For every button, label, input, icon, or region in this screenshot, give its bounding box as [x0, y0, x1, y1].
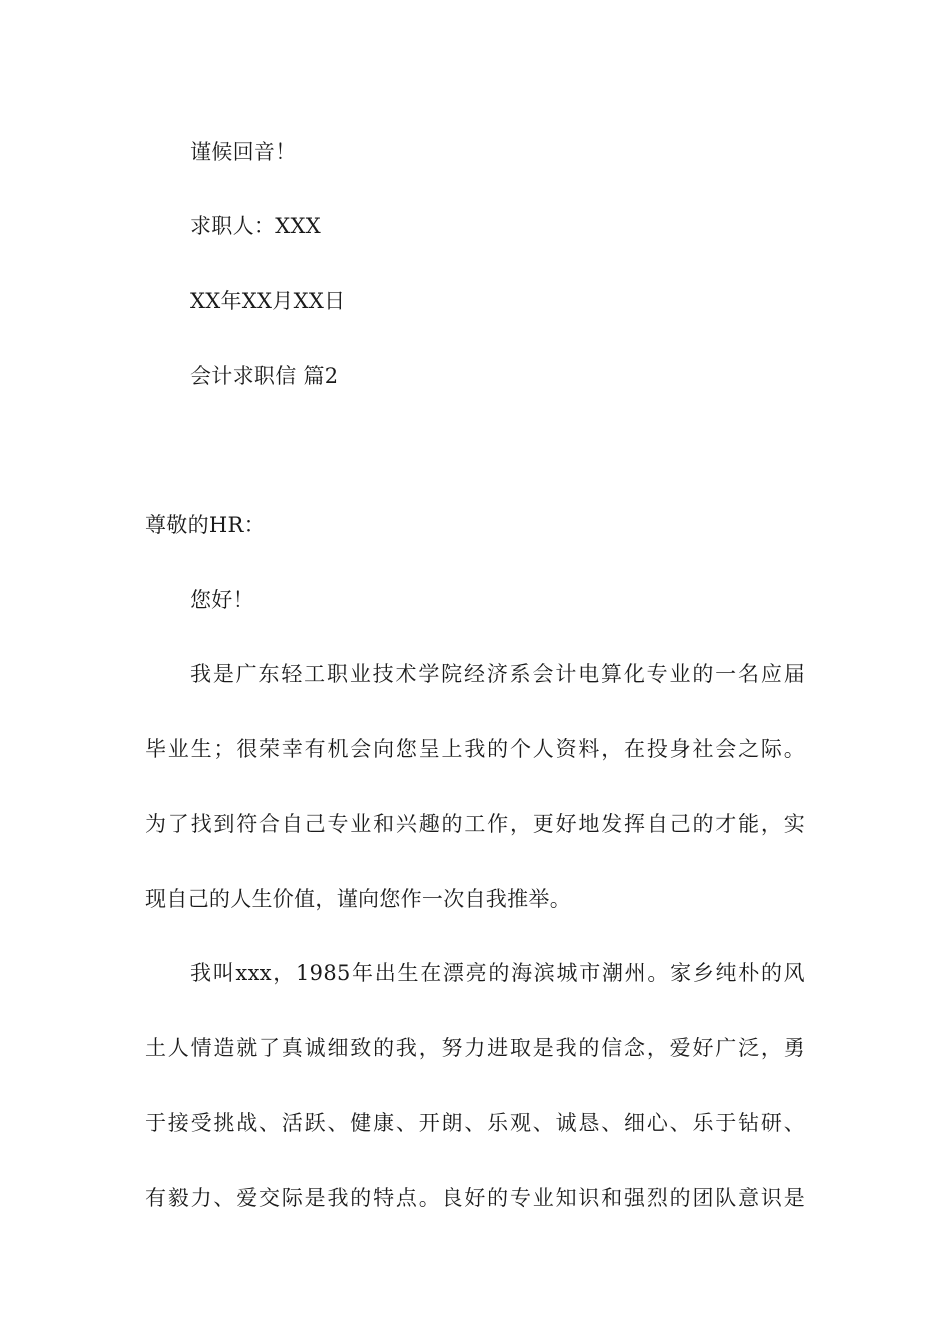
paragraph-2-line-1: 我叫xxx，1985年出生在漂亮的海滨城市潮州。家乡纯朴的风 — [190, 961, 805, 985]
paragraph-2-line-3: 于接受挑战、活跃、健康、开朗、乐观、诚恳、细心、乐于钻研、 — [145, 1111, 805, 1135]
paragraph-2-line-2: 土人情造就了真诚细致的我，努力进取是我的信念，爱好广泛，勇 — [145, 1036, 805, 1060]
salutation: 尊敬的HR： — [145, 513, 265, 537]
letter-closing: 谨候回音！ — [190, 140, 297, 164]
letter-date: XX年XX月XX日 — [190, 289, 346, 313]
paragraph-1-line-1: 我是广东轻工职业技术学院经济系会计电算化专业的一名应届 — [190, 662, 805, 686]
letter-signature: 求职人：XXX — [190, 214, 321, 238]
greeting: 您好！ — [190, 588, 254, 612]
paragraph-1-line-4: 现自己的人生价值，谨向您作一次自我推举。 — [145, 887, 571, 911]
paragraph-1-line-3: 为了找到符合自己专业和兴趣的工作，更好地发挥自己的才能，实 — [145, 812, 805, 836]
paragraph-2-line-4: 有毅力、爱交际是我的特点。良好的专业知识和强烈的团队意识是 — [145, 1186, 805, 1210]
paragraph-1-line-2: 毕业生；很荣幸有机会向您呈上我的个人资料，在投身社会之际。 — [145, 737, 805, 761]
section-heading: 会计求职信 篇2 — [190, 364, 339, 388]
